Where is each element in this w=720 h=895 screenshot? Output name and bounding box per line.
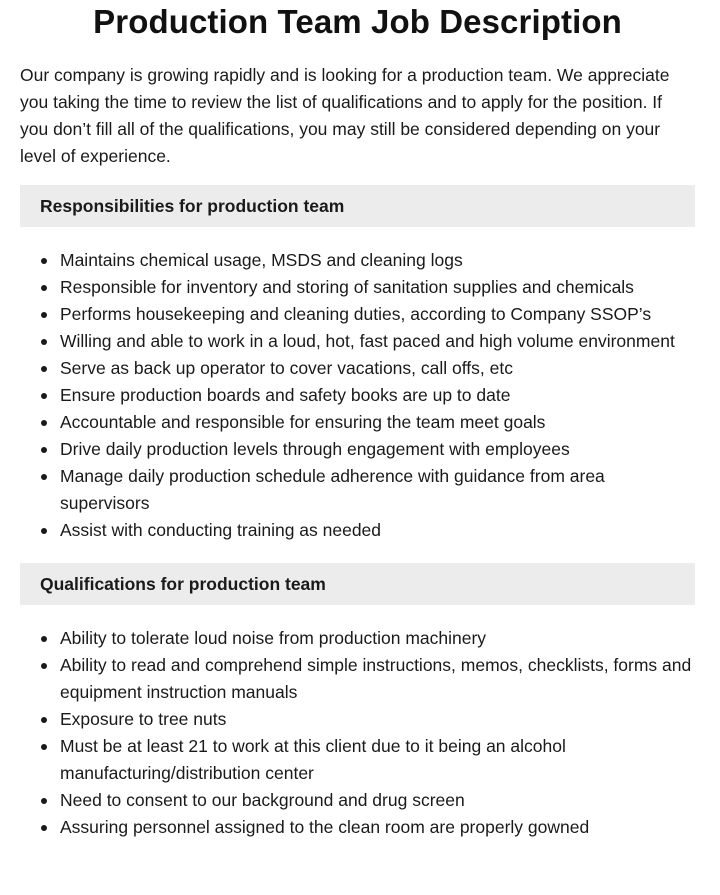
list-item: Serve as back up operator to cover vacations, call offs, etc — [20, 355, 695, 382]
intro-paragraph: Our company is growing rapidly and is looking for a production team. We appreciate you taking the time to review the list of qualifications and to apply for the position. If you don’t fill all of the qualifications, you may still be considered depending on your level of experience. — [20, 65, 670, 166]
list-item: Assuring personnel assigned to the clean room are properly gowned — [20, 814, 695, 841]
responsibilities-heading: Responsibilities for production team — [20, 185, 695, 227]
list-item: Maintains chemical usage, MSDS and cleaning logs — [20, 247, 695, 274]
qualifications-list — [20, 625, 695, 841]
list-item: Need to consent to our background and drug screen — [20, 787, 695, 814]
qualifications-heading: Qualifications for production team — [20, 563, 695, 605]
list-item: Ability to read and comprehend simple instructions, memos, checklists, forms and equipment instruction manuals — [20, 652, 695, 706]
list-item: Willing and able to work in a loud, hot, fast paced and high volume environment — [20, 328, 695, 355]
list-item: Exposure to tree nuts — [20, 706, 695, 733]
list-item: Accountable and responsible for ensuring the team meet goals — [20, 409, 695, 436]
list-item: Must be at least 21 to work at this client due to it being an alcohol manufacturing/distribution center — [20, 733, 695, 787]
list-item: Responsible for inventory and storing of sanitation supplies and chemicals — [20, 274, 695, 301]
responsibilities-list — [20, 247, 695, 544]
list-item: Drive daily production levels through engagement with employees — [20, 436, 695, 463]
list-item: Ability to tolerate loud noise from production machinery — [20, 625, 695, 652]
list-item: Performs housekeeping and cleaning duties, according to Company SSOP’s — [20, 301, 695, 328]
list-item: Manage daily production schedule adherence with guidance from area supervisors — [20, 463, 695, 517]
list-item: Ensure production boards and safety books are up to date — [20, 382, 695, 409]
page-title: Production Team Job Description — [93, 3, 622, 40]
list-item: Assist with conducting training as needed — [20, 517, 695, 544]
